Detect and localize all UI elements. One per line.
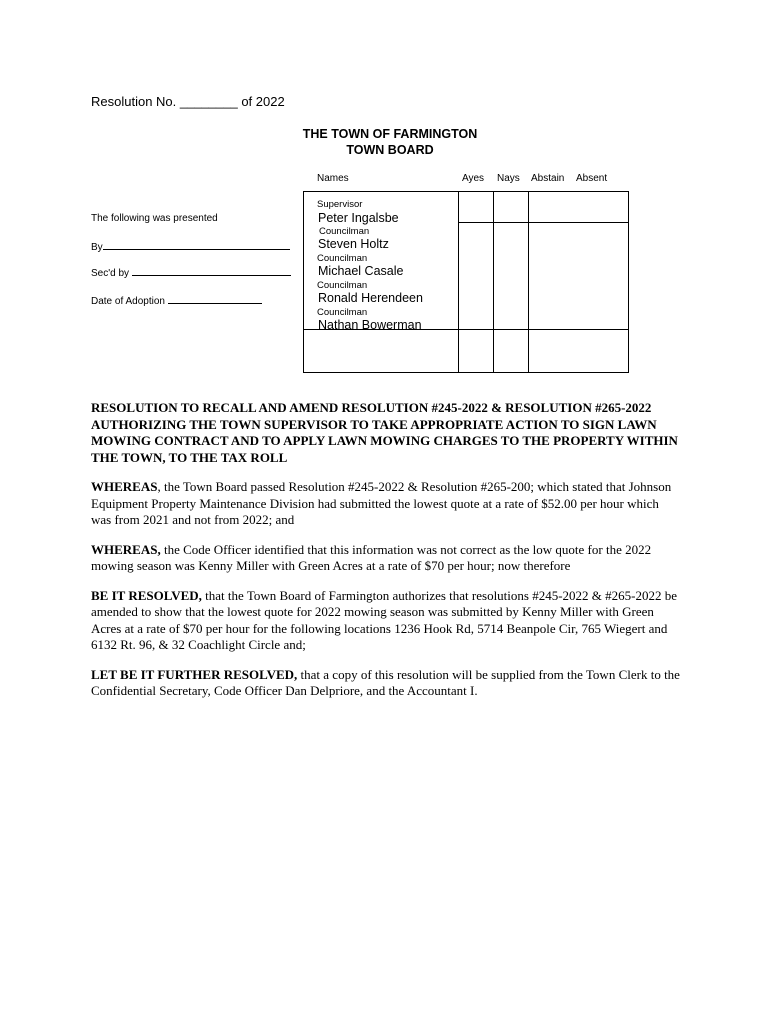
- paragraph-lead: BE IT RESOLVED,: [91, 587, 202, 603]
- seconded-label: Sec'd by: [91, 268, 130, 279]
- paragraph-further-resolved: [91, 667, 681, 700]
- seconded-field: [91, 266, 291, 279]
- member-name: Ronald Herendeen: [318, 291, 423, 305]
- table-divider: [458, 192, 459, 372]
- member-role: Councilman: [317, 280, 368, 291]
- resolution-heading: RESOLUTION TO RECALL AND AMEND RESOLUTION #245-2022 & RESOLUTION #265-2022 AUTHORIZING THE TOWN SUPERVISOR TO TAKE APPROPRIATE ACTION TO SIGN LAWN MOWING CONTRACT AND TO APPLY LAWN MOWING CHARGES TO THE PROPERTY WITHIN THE TOWN, TO THE TAX ROLL: [91, 400, 678, 465]
- paragraph-resolved: [91, 588, 681, 654]
- col-ayes: Ayes: [462, 173, 485, 184]
- member-name: Steven Holtz: [318, 237, 389, 251]
- paragraph-lead: WHEREAS: [91, 479, 158, 494]
- member-name: Michael Casale: [318, 264, 404, 278]
- table-row-line: [458, 222, 628, 223]
- resolution-number: Resolution No. ________ of 2022: [91, 94, 285, 109]
- col-absent: Absent: [576, 173, 608, 184]
- by-label: By: [91, 242, 103, 253]
- paragraph-text: , the Town Board passed Resolution #245-2022 & Resolution #265-200; which stated that Johnson Equipment Property Maintenance Division had submitted the lowest quote at a rate of $52.00 per hour which was from 2021 and not from 2022; and: [91, 479, 672, 527]
- table-divider: [528, 192, 529, 372]
- member-role: Councilman: [319, 226, 370, 237]
- adoption-field: [91, 294, 262, 307]
- adoption-line: [168, 294, 262, 304]
- seconded-line: [132, 266, 291, 276]
- member-role: Councilman: [317, 307, 368, 318]
- member-name: Peter Ingalsbe: [318, 211, 399, 225]
- resolution-body: [91, 400, 681, 713]
- member-name: Nathan Bowerman: [318, 318, 422, 332]
- paragraph-lead: WHEREAS,: [91, 541, 161, 557]
- document-title: [300, 126, 480, 158]
- col-abstain: Abstain: [531, 173, 565, 184]
- paragraph-whereas-2: [91, 542, 681, 575]
- paragraph-text: that a copy of this resolution will be supplied from the Town Clerk to the Confidential Secretary, Code Officer Dan Delpriore, and the Accountant I.: [91, 666, 680, 698]
- col-names: Names: [317, 173, 349, 184]
- title-town: THE TOWN OF FARMINGTON: [302, 127, 478, 141]
- paragraph-whereas-1: [91, 479, 681, 529]
- member-role: Councilman: [317, 253, 368, 264]
- col-nays: Nays: [497, 173, 520, 184]
- title-board: TOWN BOARD: [346, 143, 434, 157]
- adoption-label: Date of Adoption: [91, 296, 165, 307]
- presented-label: The following was presented: [91, 213, 218, 224]
- by-field: [91, 240, 290, 253]
- paragraph-lead: LET BE IT FURTHER RESOLVED,: [91, 666, 298, 682]
- table-divider: [493, 192, 494, 372]
- member-role: Supervisor: [317, 199, 363, 210]
- by-line: [103, 240, 290, 250]
- paragraph-text: the Code Officer identified that this information was not correct as the low quote for the 2022 mowing season was Kenny Miller with Green Acres at a rate of $70 per hour; now therefore: [91, 541, 652, 573]
- paragraph-text: that the Town Board of Farmington authorizes that resolutions #245-2022 & #265-2022 be amended to show that the lowest quote for 2022 mowing season was submitted by Kenny Miller with Green Acres at a rate of $70 per hour for the following locations 1236 Hook Rd, 5714 Beanpole Cir, 765 Wiegert and 6132 Rt. 96, & 32 Coachlight Circle and;: [91, 587, 678, 652]
